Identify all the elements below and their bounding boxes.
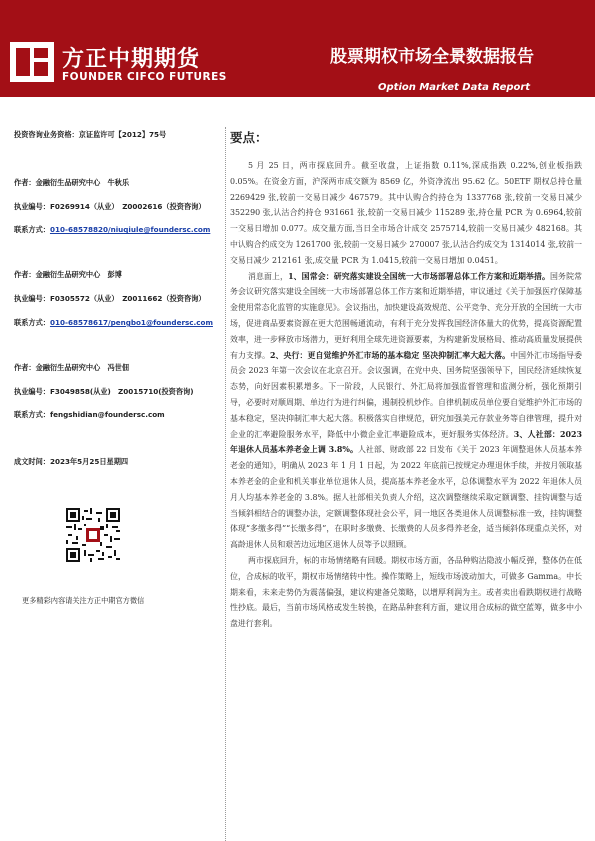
contact-label: 联系方式： bbox=[14, 318, 50, 327]
brand-name-en: FOUNDER CIFCO FUTURES bbox=[62, 71, 227, 83]
news-headline-3: 3、人社部：2023 年退休人员基本养老金上调 3.8%。 bbox=[230, 429, 582, 455]
market-summary-paragraph: 5 月 25 日，两市探底回升。截至收盘，上证指数 0.11%,深成指跌 0.22%,创业板指跌 0.05%。在资金方面，沪深两市成交额为 8569 亿，外资净流出 95.62 亿。50ETF 期权总持仓量 2269429 张,较前一交易日减少 467579。其中认购合约持仓为 1337768 张,较前一交易日减少 352290 张,认沽合约持仓 931661 张,较前一交易日减少 115289 张,持仓量 PCR 为 0.6964,较前一交易日增加 0.077。成交量方面,当日全市场合计成交 2575714,较前一交易日减少 482168。其中认购合约成交为 1261700 张,较前一交易日减少 270007 张,认沽合约成交为 1314014 张,较前一交易日减少 212161 张,成交量 PCR 为 1.0415,较前一交易日增加 0.0451。 bbox=[230, 161, 582, 265]
analyst-1-contact bbox=[14, 225, 210, 235]
analyst-1-cert: 执业编号：F0269914（从业） Z0002616（投资咨询） bbox=[14, 202, 206, 211]
wechat-qr-code-icon bbox=[66, 508, 120, 562]
news-intro: 消息面上， bbox=[248, 271, 289, 281]
contact-label: 联系方式： bbox=[14, 410, 50, 419]
analyst-3-email: fengshidian@foundersc.com bbox=[49, 410, 165, 419]
report-date: 成文时间：2023年5月25日星期四 bbox=[14, 457, 129, 466]
brand-name-cn: 方正中期期货 bbox=[62, 47, 201, 72]
news-body-2: 中国外汇市场指导委员会 2023 年第一次会议在北京召开。会议强调，在党中央、国务院坚强领导下，国民经济延续恢复态势，向好因素积累增多。下一阶段，人民银行、外汇局将加强监督管理和监测分析，强化预期引导，必要时对顺周期、单边行为进行纠偏，遏制投机炒作。自律机制成员单位要自觉维护外汇市场的基本稳定，坚决抑制汇率大起大落。积极落实自律规范，研究加强美元存款业务等自律管理，提升对企业的汇率避险服务水平，降低中小微企业汇率避险成本，更好服务实体经济。 bbox=[230, 350, 582, 439]
founder-logo-icon bbox=[10, 42, 54, 82]
summary-heading: 要点： bbox=[230, 130, 268, 145]
analyst-2-email-link[interactable]: 010-68578617/pengbo1@foundersc.com bbox=[49, 318, 213, 327]
news-headline-2: 2、央行：更自觉维护外汇市场的基本稳定 坚决抑制汇率大起大落。 bbox=[269, 350, 511, 360]
analyst-1-author: 作者：金融衍生品研究中心 牛秋乐 bbox=[14, 178, 130, 187]
qr-caption: 更多精彩内容请关注方正中期官方微信 bbox=[22, 596, 145, 605]
analyst-3-author: 作者：金融衍生品研究中心 冯世佃 bbox=[14, 363, 130, 372]
analyst-3-cert: 执业编号：F3049858(从业) Z0015710(投资咨询) bbox=[14, 387, 194, 396]
report-title: 股票期权市场全景数据报告 bbox=[330, 47, 534, 67]
main-content bbox=[230, 128, 582, 632]
analyst-1-email-link[interactable]: 010-68578820/niuqiule@foundersc.com bbox=[49, 225, 211, 234]
news-paragraph bbox=[230, 269, 582, 553]
news-body-1: 国务院常务会议研究落实建设全国统一大市场部署总体工作方案和近期举措，审议通过《关于加强医疗保障基金使用常态化监管的实施意见》。会议指出，加快建设高效规范、公平竞争、充分开放的全国统一大市场，促进商品要素资源在更大范围畅通流动，有利于充分发挥我国经济体量大的优势，提高资源配置效率，进一步释放市场潜力，更好利用全球先进资源要素，为构建新发展格局、推动高质量发展提供有力支撑。 bbox=[230, 271, 582, 360]
column-divider bbox=[225, 127, 226, 841]
analyst-3-contact bbox=[14, 410, 165, 420]
contact-label: 联系方式： bbox=[14, 225, 50, 234]
report-subtitle: Option Market Data Report bbox=[378, 82, 531, 93]
report-header bbox=[0, 0, 595, 97]
news-body-3: 人社部、财政部 22 日发布《关于 2023 年调整退休人员基本养老金的通知》，明确从 2023 年 1 月 1 日起，为 2022 年底前已按规定办理退休手续，并按月领取基本养老金的企业和机关事业单位退休人员，提高基本养老金水平，总体调整水平为 2022 年退休人员月人均基本养老金的 3.8%。据人社部相关负责人介绍，这次调整继续采取定额调整、挂钩调整与适当倾斜相结合的调整办法，定额调整体现社会公平，同一地区各类退休人员调整标准一致，挂钩调整体现“多缴多得”“长缴多得”，在职时多缴费、长缴费的人员多得养老金，适当倾斜体现重点关怀，对高龄退休人员和艰苦边远地区退休人员等予以照顾。 bbox=[230, 445, 583, 550]
strategy-paragraph: 两市探底回升，标的市场情绪略有回暖。期权市场方面，各品种购沽隐波小幅反弹，整体仍在低位，合成标的收平，期权市场情绪转中性。操作策略上，短线市场波动加大，可做多 Gamma。中长期来看，未来走势仍为震荡偏强，建议构建备兑策略，以增厚利润为主。或者卖出看跌期权进行战略性抄底。最后，当前市场风格或发生转换，在路品种套利方面，建议用合成标的做空蓝筹，做多中小盘进行套利。 bbox=[230, 555, 582, 629]
news-headline-1: 1、国常会：研究落实建设全国统一大市场部署总体工作方案和近期举措。 bbox=[288, 271, 551, 281]
analyst-2-cert: 执业编号：F0305572（从业） Z0011662（投资咨询） bbox=[14, 294, 206, 303]
analyst-2-author: 作者：金融衍生品研究中心 彭博 bbox=[14, 270, 122, 279]
analyst-2-contact bbox=[14, 318, 213, 328]
license-info: 投资咨询业务资格：京证监许可【2012】75号 bbox=[14, 130, 167, 139]
